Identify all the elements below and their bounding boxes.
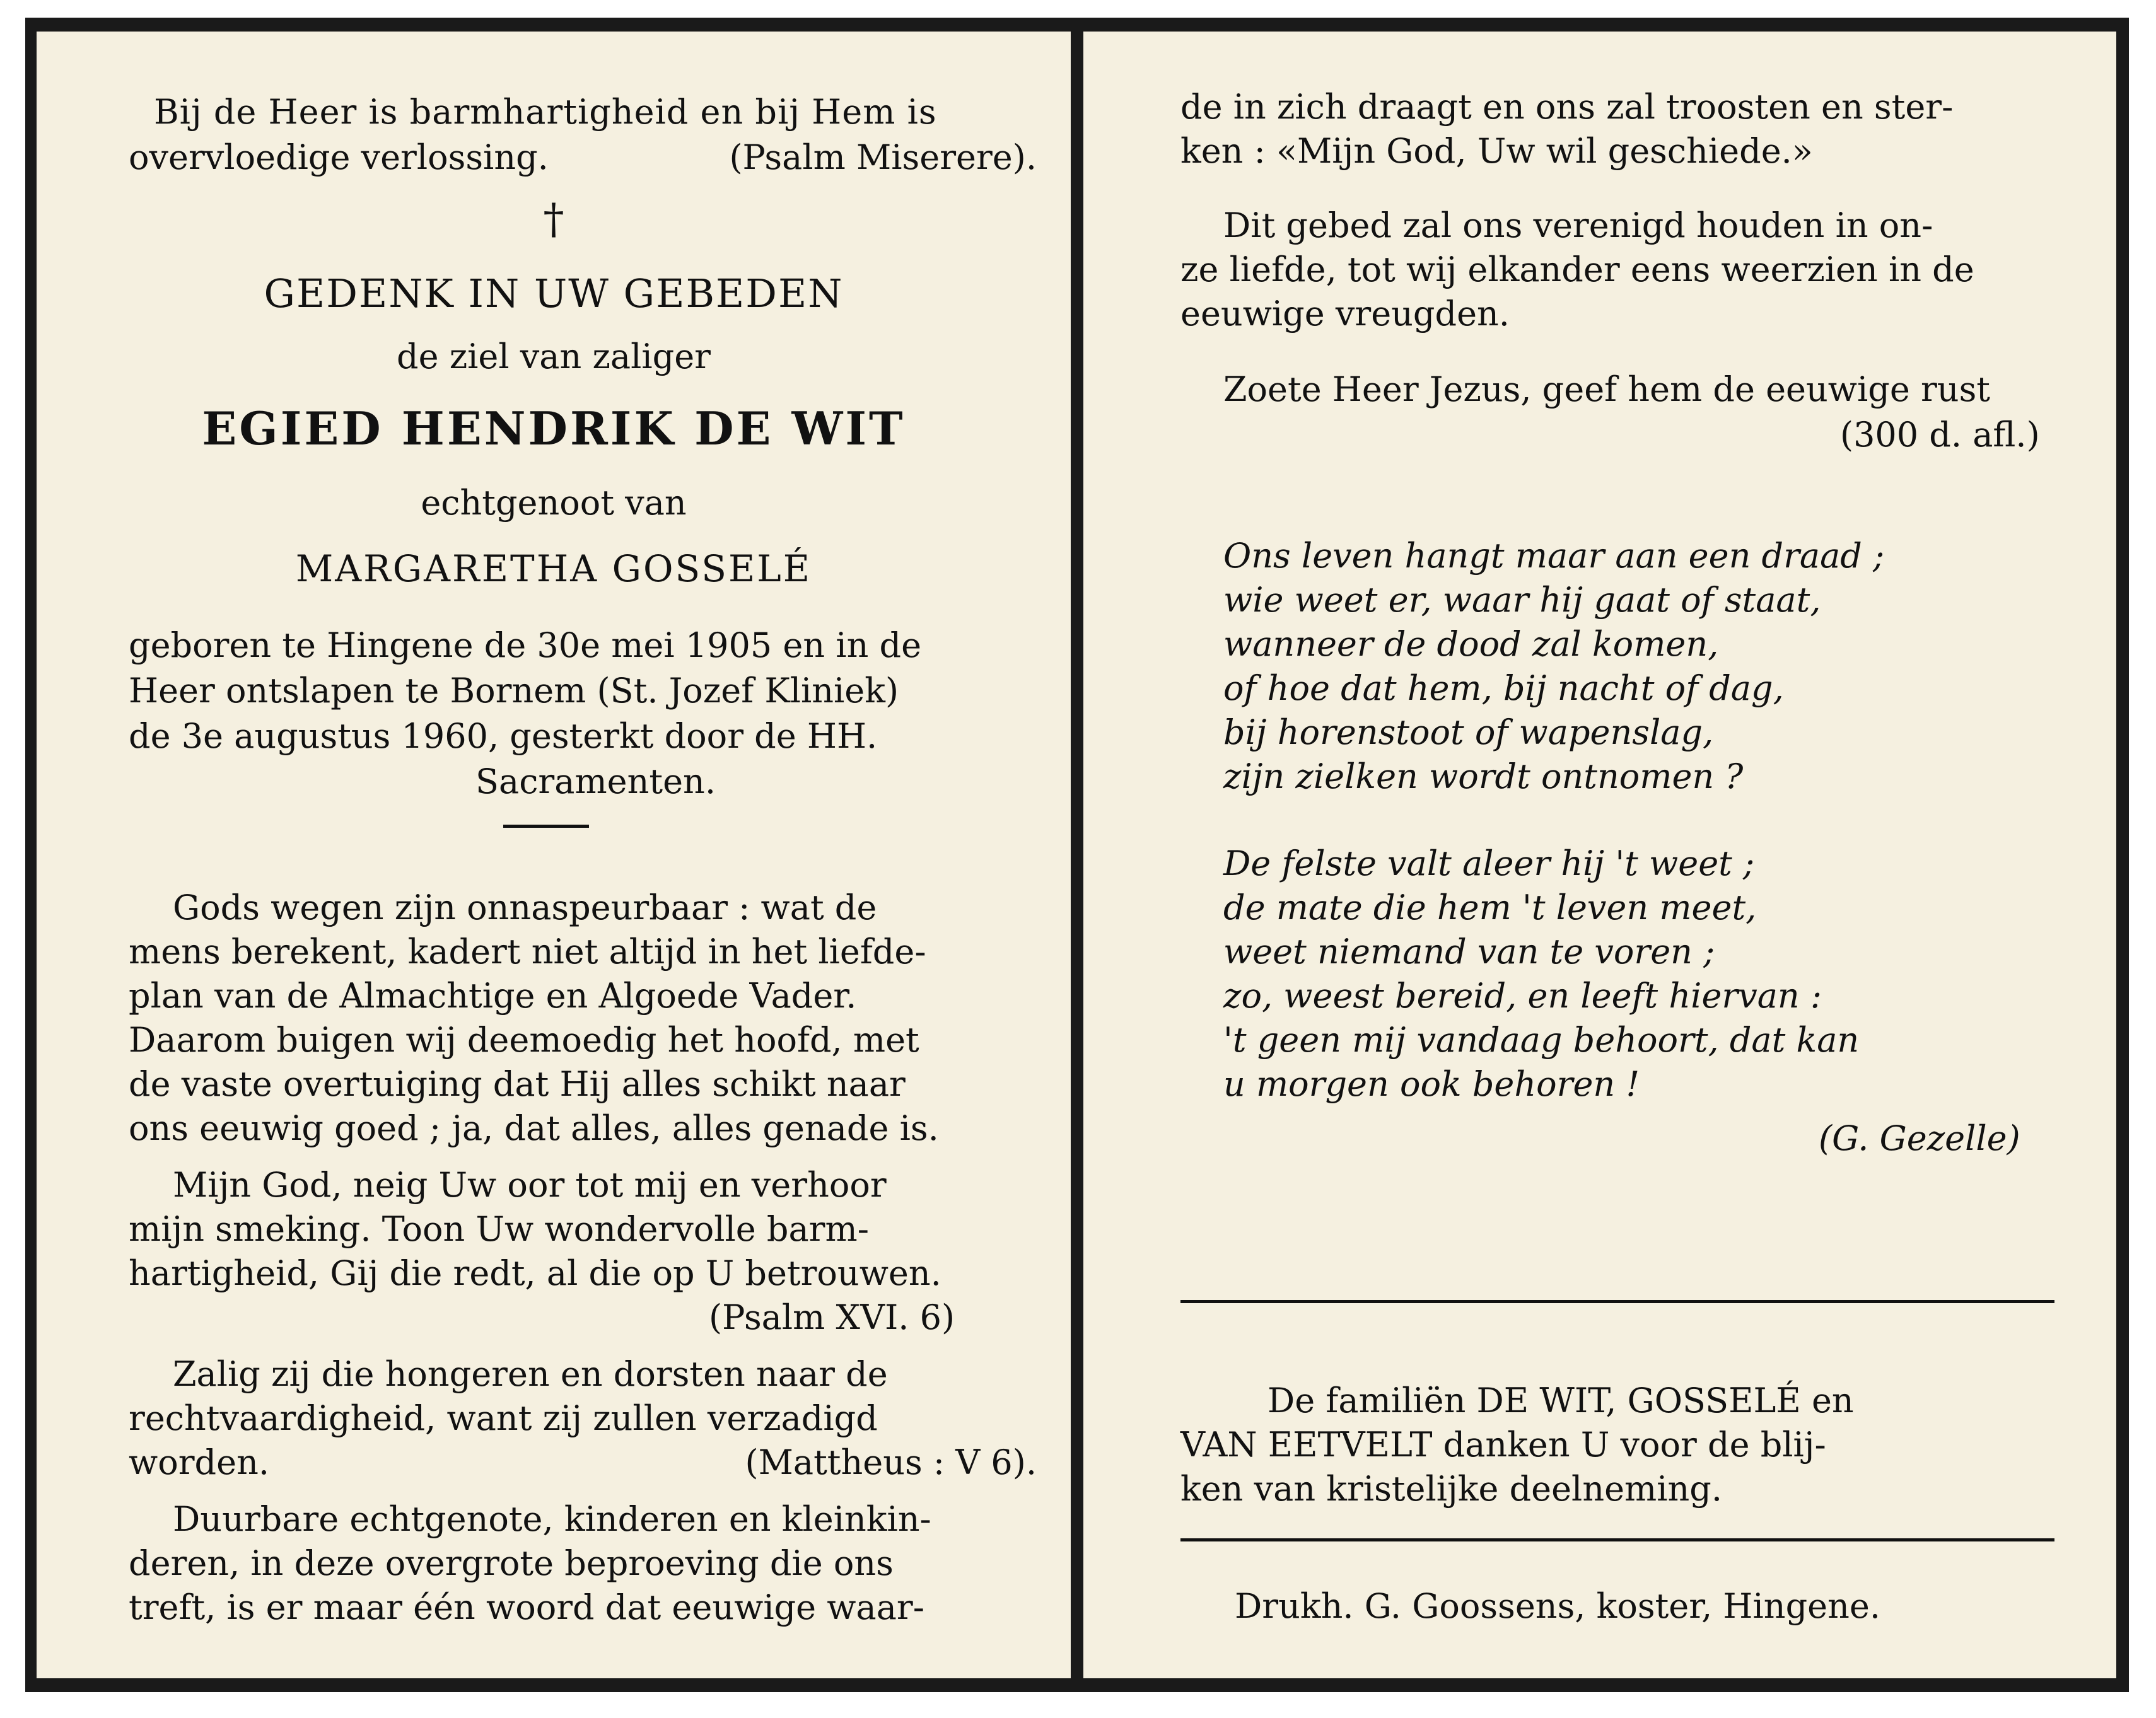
prayer-line: Zoete Heer Jezus, geef hem de eeuwige rust [1223,369,1990,409]
para5-line-2: ze liefde, tot wij elkander eens weerzien in de [1180,250,1974,289]
heading: GEDENK IN UW GEBEDEN [264,270,844,316]
indulgence: (300 d. afl.) [1840,415,2040,455]
para3-reference: (Mattheus : V 6). [745,1442,1037,1482]
subheading: de ziel van zaliger [397,337,711,376]
para1-line-4: Daarom buigen wij deemoedig het hoofd, met [129,1020,919,1060]
para3-line-3 [129,1444,1037,1482]
para2-line-3: hartigheid, Gij die redt, al die op U betrouwen. [129,1253,941,1293]
para3-line-2: rechtvaardigheid, want zij zullen verzadigd [129,1398,878,1438]
para2-line-1: Mijn God, neig Uw oor tot mij en verhoor [173,1165,887,1205]
epigraph-source: (Psalm Miserere). [729,137,1037,177]
para1-line-1: Gods wegen zijn onnaspeurbaar : wat de [173,888,877,927]
cont-line-2: ken : «Mijn God, Uw wil geschiede.» [1180,131,1813,171]
memorial-card [25,18,2129,1692]
para5-line-3: eeuwige vreugden. [1180,294,1510,334]
epigraph-line-1 [154,93,1037,131]
para4-line-2: deren, in deze overgrote beproeving die ons [129,1543,894,1583]
poem-line-2: wie weet er, waar hij gaat of staat, [1223,580,1821,620]
bio-line-1: geboren te Hingene de 30e mei 1905 en in de [129,625,922,665]
divider [503,825,589,828]
para2-reference: (Psalm XVI. 6) [709,1297,955,1337]
bio-line-2: Heer ontslapen te Bornem (St. Jozef Kliniek) [129,671,899,711]
cross-icon: † [543,195,564,243]
spouse-name: MARGARETHA GOSSELÉ [295,547,812,590]
para2-line-2: mijn smeking. Toon Uw wondervolle barm- [129,1209,869,1249]
epigraph-line-2 [129,139,1037,177]
para4-line-1: Duurbare echtgenote, kinderen en kleinkin- [173,1499,931,1539]
para3-text-3: worden. [129,1442,270,1482]
bio-line-4: Sacramenten. [475,762,716,801]
poem-line-8: de mate die hem 't leven meet, [1223,888,1757,927]
epigraph-text-2: overvloedige verlossing. [129,137,549,177]
poem-line-3: wanneer de dood zal komen, [1223,624,1719,664]
para1-line-2: mens berekent, kadert niet altijd in het liefde- [129,932,926,972]
cont-line-1: de in zich draagt en ons zal troosten en ster- [1180,87,1954,127]
poem-line-9: weet niemand van te voren ; [1223,932,1715,972]
thanks-line-3: ken van kristelijke deelneming. [1180,1469,1723,1509]
thanks-rule-top [1180,1300,2054,1303]
para3-line-1: Zalig zij die hongeren en dorsten naar de [173,1354,888,1394]
bio-line-3: de 3e augustus 1960, gesterkt door de HH. [129,716,878,756]
thanks-line-2: VAN EETVELT danken U voor de blij- [1180,1425,1826,1465]
para1-line-3: plan van de Almachtige en Algoede Vader. [129,976,857,1016]
deceased-name: EGIED HENDRIK DE WIT [202,402,906,455]
thanks-line-1: De familiën DE WIT, GOSSELÉ en [1267,1381,1854,1420]
left-page [37,32,1071,1678]
poem-line-10: zo, weest bereid, en leeft hiervan : [1223,976,1822,1016]
poem-line-5: bij horenstoot of wapenslag, [1223,712,1714,752]
para5-line-1: Dit gebed zal ons verenigd houden in on- [1223,206,1933,245]
spouse-intro: echtgenoot van [421,483,687,523]
printer-credit: Drukh. G. Goossens, koster, Hingene. [1235,1586,1880,1626]
poem-line-4: of hoe dat hem, bij nacht of dag, [1223,668,1784,708]
para1-line-5: de vaste overtuiging dat Hij alles schikt naar [129,1064,906,1104]
poem-line-1: Ons leven hangt maar aan een draad ; [1223,536,1885,576]
epigraph-text-1: Bij de Heer is barmhartigheid en bij Hem is [154,92,937,132]
printer-rule [1180,1538,2054,1541]
right-page [1083,32,2116,1678]
para4-line-3: treft, is er maar één woord dat eeuwige waar- [129,1587,924,1627]
poem-line-11: 't geen mij vandaag behoort, dat kan [1223,1020,1860,1060]
para1-line-6: ons eeuwig goed ; ja, dat alles, alles genade is. [129,1108,939,1148]
poem-line-6: zijn zielken wordt ontnomen ? [1223,757,1744,796]
poem-line-7: De felste valt aleer hij 't weet ; [1223,844,1755,883]
poem-line-12: u morgen ook behoren ! [1223,1064,1640,1104]
poem-author: (G. Gezelle) [1819,1118,2020,1158]
